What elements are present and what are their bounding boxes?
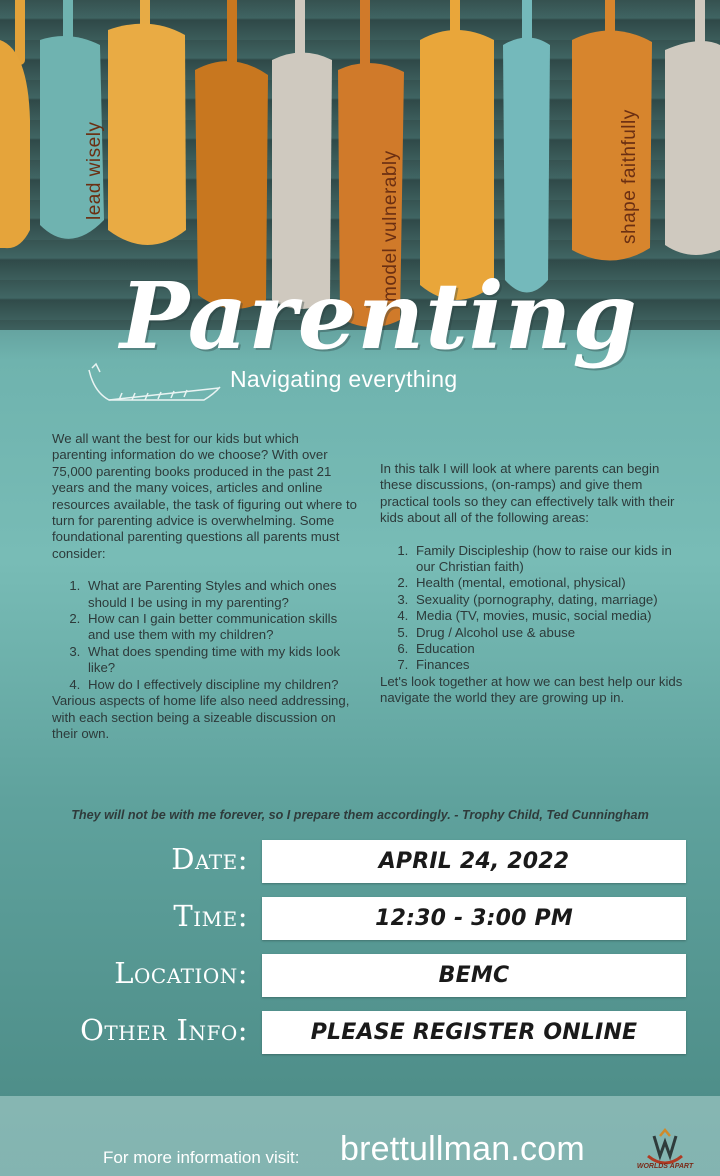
paddle-blade <box>108 24 186 245</box>
poster-title: Parenting <box>120 262 638 370</box>
list-item: 3. What does spending time with my kids look like? <box>84 644 357 677</box>
left-intro: We all want the best for our kids but which parenting information do we choose? With over 75,000 parenting books produced in the past 21 years and the many voices, articles and online resources available, the task of figuring out where to turn for parenting advice is overwhelming. Some foundational parenting questions all parents must consider: <box>52 431 357 561</box>
list-item: 6. Education <box>412 641 685 657</box>
paddle-blade <box>0 40 30 248</box>
location-value: BEMC <box>262 954 686 997</box>
list-item: 1. What are Parenting Styles and which ones should I be using in my parenting? <box>84 578 357 611</box>
time-label: Time: <box>173 899 248 933</box>
list-item: 4. Media (TV, movies, music, social media) <box>412 608 685 624</box>
paddle-word-model: model vulnerably <box>380 150 401 302</box>
date-value: APRIL 24, 2022 <box>262 840 686 883</box>
list-item: 3. Sexuality (pornography, dating, marriage) <box>412 592 685 608</box>
left-column <box>52 431 357 758</box>
paddle-blade <box>665 41 720 255</box>
paddle-blade <box>503 38 550 293</box>
right-column <box>380 461 685 723</box>
areas-list <box>380 543 685 674</box>
left-outro: Various aspects of home life also need addressing, with each section being a sizeable discussion on their own. <box>52 693 350 741</box>
list-item: 2. Health (mental, emotional, physical) <box>412 575 685 591</box>
list-item: 2. How can I gain better communication skills and use them with my children? <box>84 611 357 644</box>
questions-list <box>52 578 357 693</box>
list-item: 4. How do I effectively discipline my children? <box>84 677 357 693</box>
right-intro: In this talk I will look at where parents can begin these discussions, (on-ramps) and give them practical tools so they can effectively talk with their kids about all of the following areas: <box>380 461 675 526</box>
other-info-value: PLEASE REGISTER ONLINE <box>262 1011 686 1054</box>
other-info-label: Other Info: <box>80 1013 248 1047</box>
footer-link[interactable]: brettullman.com <box>340 1130 585 1168</box>
paddle-blade <box>420 30 494 300</box>
date-label: Date: <box>171 842 248 876</box>
logo-text: WORLDS APART <box>636 1163 694 1170</box>
quote: They will not be with me forever, so I prepare them accordingly. - Trophy Child, Ted Cunningham <box>71 808 649 822</box>
footer-text: For more information visit: <box>103 1148 300 1167</box>
list-item: 5. Drug / Alcohol use & abuse <box>412 625 685 641</box>
poster-subtitle: Navigating everything <box>230 366 458 392</box>
paddle-word-lead: lead wisely <box>84 121 105 220</box>
list-item: 1. Family Discipleship (how to raise our kids in our Christian faith) <box>412 543 685 576</box>
right-outro: Let's look together at how we can best help our kids navigate the world they are growing up in. <box>380 673 683 706</box>
paddle-word-shape: shape faithfully <box>619 109 640 244</box>
location-label: Location: <box>114 956 248 990</box>
time-value: 12:30 - 3:00 PM <box>262 897 686 940</box>
list-item: 7. Finances <box>412 657 685 673</box>
